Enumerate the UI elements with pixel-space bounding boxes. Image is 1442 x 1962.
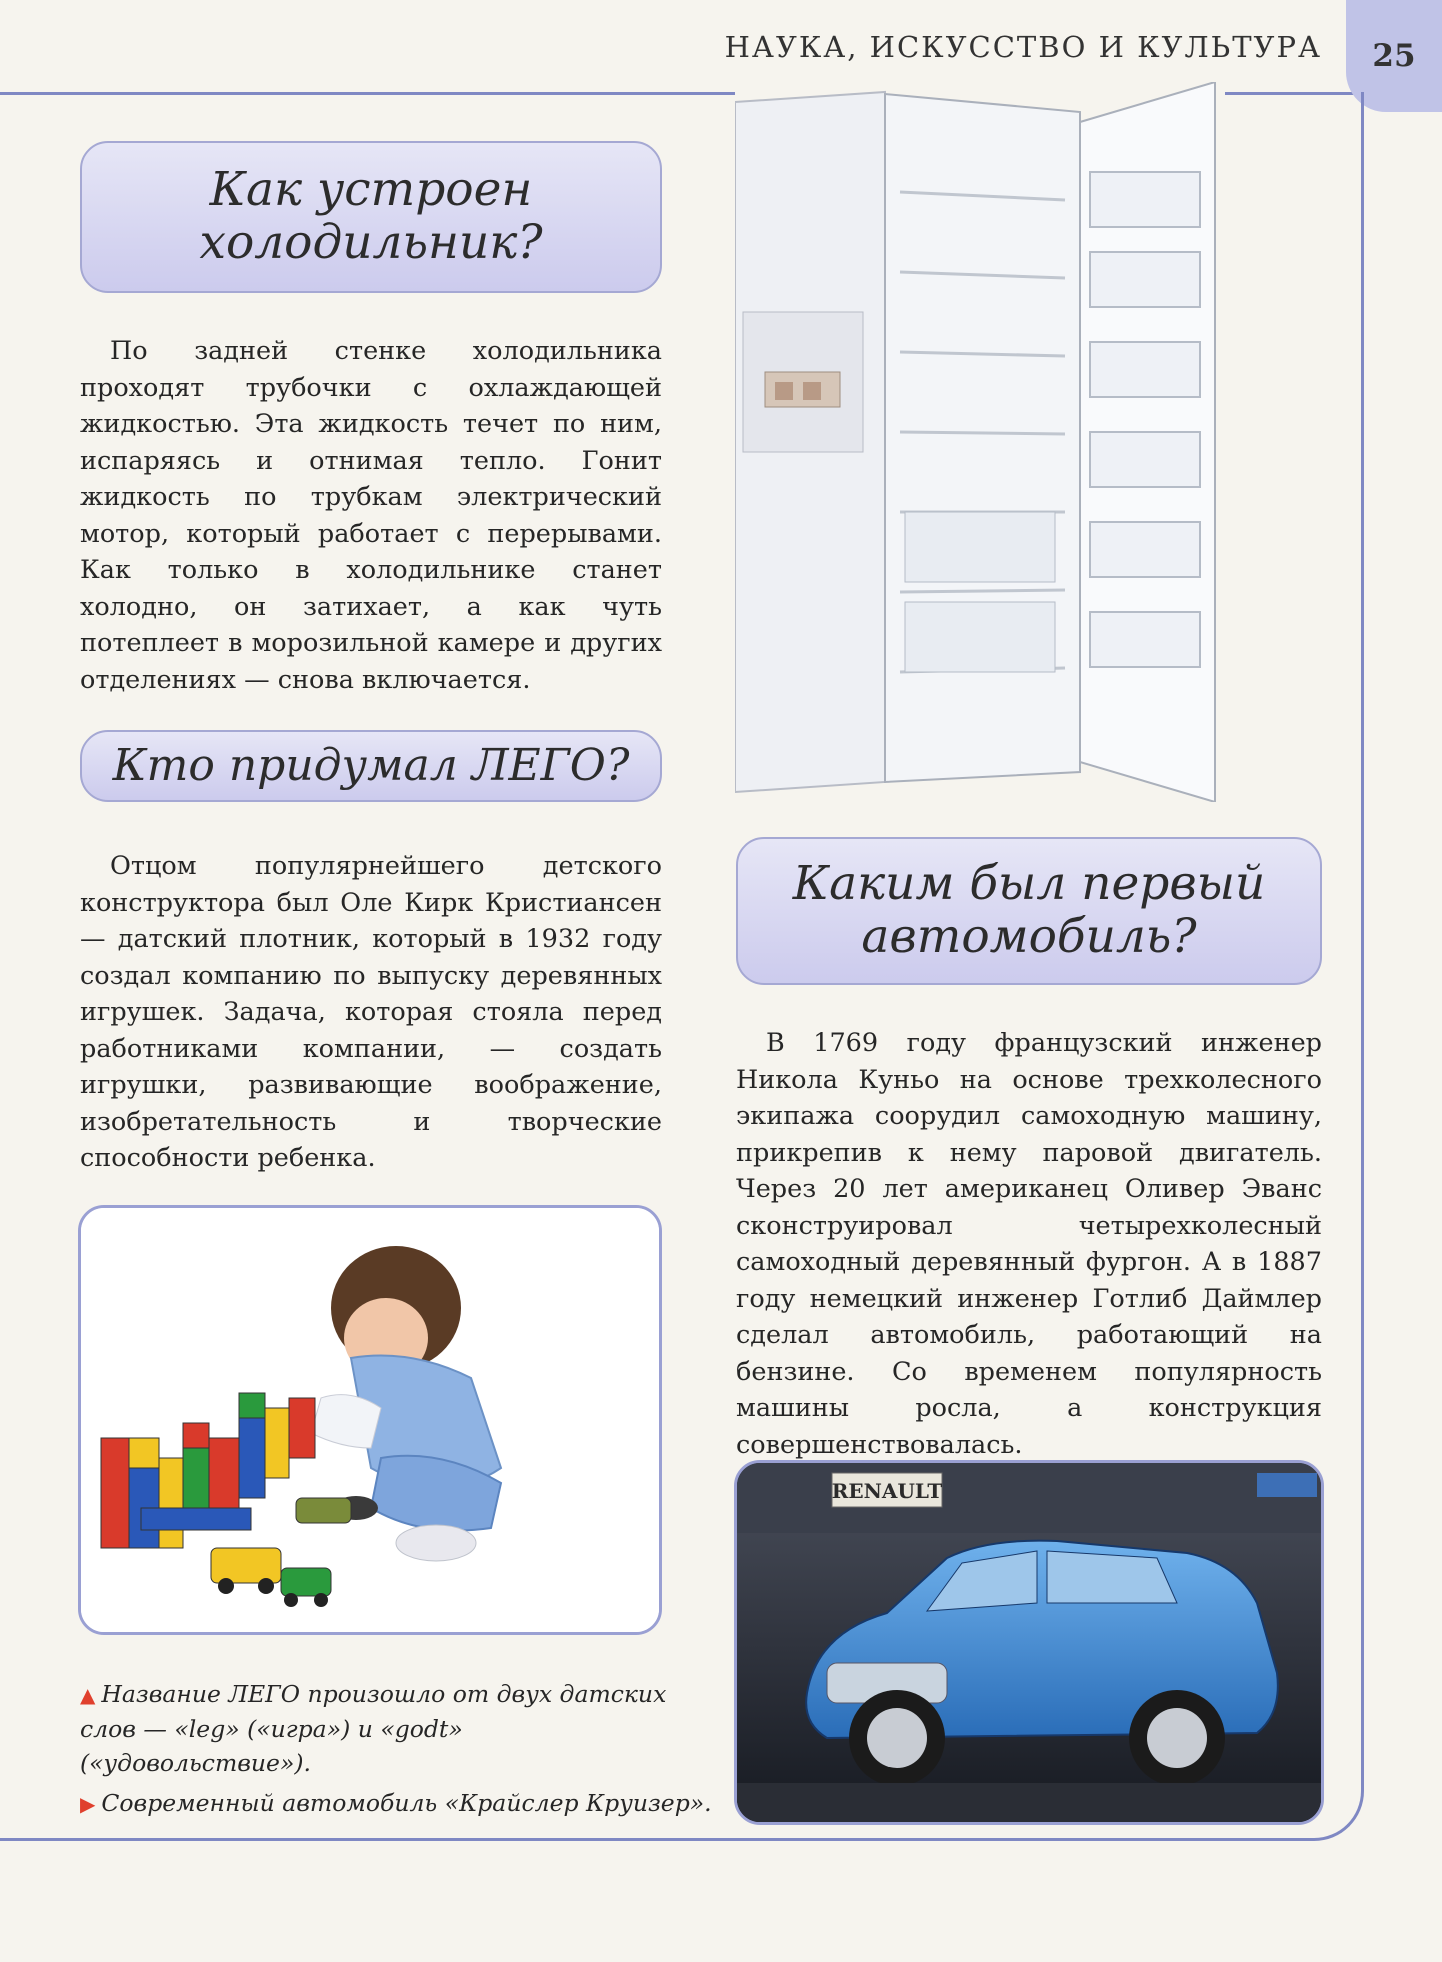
fridge-heading: Как устроен холодильник? <box>80 141 662 293</box>
lego-heading: Кто придумал ЛЕГО? <box>80 730 662 802</box>
fridge-text: По задней стенке холодильника проходят трубочки с охлаждающей жидкостью. Эта жидкость течет по ним, испаряясь и отнимая тепло. Гонит жидкость по трубкам электрический мотор, который работает с перерывами. Как только в холодильнике станет холодно, он затихает, а как чуть потеплеет в морозильной камере и других отделениях — снова включается. <box>80 336 662 695</box>
lego-text: Отцом популярнейшего детского конструктора был Оле Кирк Кристиансен — датский плотник, который в 1932 году создал компанию по выпуску деревянных игрушек. Задача, которая стояла перед работниками компании, — создать игрушки, развивающие воображение, изобретательность и творческие способности ребенка. <box>80 851 662 1173</box>
car-photo <box>734 1460 1324 1825</box>
chrysler-car-image <box>737 1463 1324 1825</box>
car-text: В 1769 году французский инженер Никола Куньо на основе трехколесного экипажа соорудил самоходную машину, прикрепив к нему паровой двигатель. Через 20 лет американец Оливер Эванс сконструировал четырехколесный самоходный деревянный фургон. А в 1887 году немецкий инженер Готлиб Даймлер сделал автомобиль, работающий на бензине. Со временем популярность машины росла, а конструкция совершенствовалась. <box>736 1028 1322 1460</box>
lego-photo <box>78 1205 662 1635</box>
car-caption-text: Современный автомобиль «Крайслер Круизер». <box>101 1789 712 1817</box>
lego-caption-text: Название ЛЕГО произошло от двух датских слов — «leg» («игра») и «godt» («удовольствие»). <box>80 1680 667 1777</box>
renault-sign: RENAULT <box>831 1479 943 1503</box>
lego-caption <box>80 1677 680 1780</box>
car-caption <box>80 1786 720 1821</box>
triangle-up-icon: ▲ <box>80 1683 96 1707</box>
car-heading: Каким был первый автомобиль? <box>736 837 1322 985</box>
triangle-right-icon: ▶ <box>80 1792 96 1816</box>
fridge-photo <box>735 82 1225 802</box>
child-playing-lego-image <box>81 1208 662 1635</box>
page-number: 25 <box>1346 0 1442 112</box>
section-title: НАУКА, ИСКУССТВО И КУЛЬТУРА <box>724 30 1322 64</box>
